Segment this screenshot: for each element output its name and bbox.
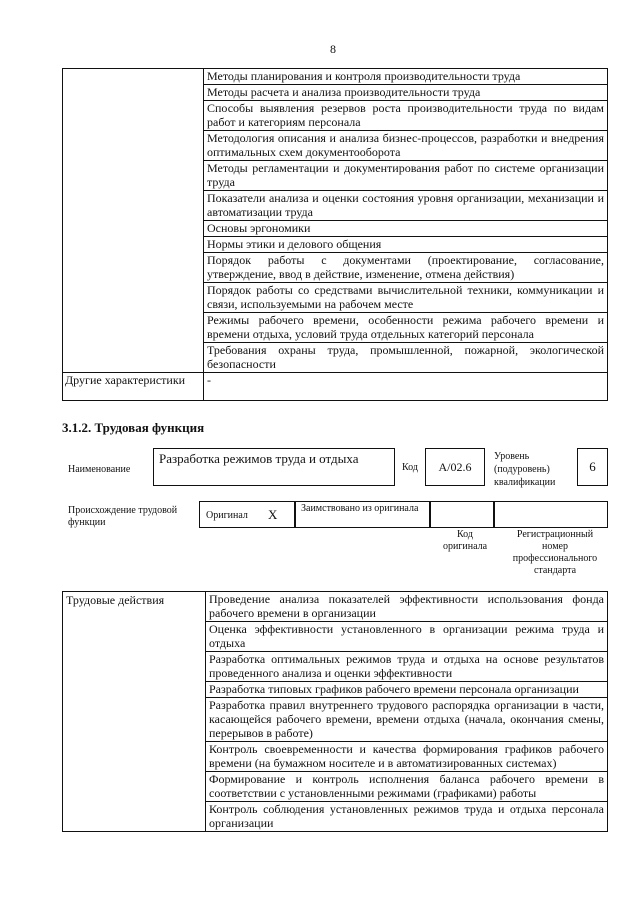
label-cell-empty: [63, 69, 204, 373]
list-item: Контроль соблюдения установленных режимов труда и отдыха персонала организации: [206, 802, 608, 832]
name-value-box: [153, 448, 395, 486]
labor-actions-label: Трудовые действия: [63, 592, 206, 832]
code-original-label: Код оригинала: [442, 529, 488, 552]
list-item: Нормы этики и делового общения: [204, 237, 608, 253]
name-label: Наименование: [68, 464, 131, 475]
list-item: Разработка правил внутреннего трудового распорядка организации в части, касающейся рабочего времени, времени отдыха (начала, окончания смены, перерывов в работе): [206, 698, 608, 742]
table-row: [63, 69, 608, 85]
list-item: Режимы рабочего времени, особенности режима рабочего времени и времени отдыха, условий труда отдельных категорий персонала: [204, 313, 608, 343]
original-box: [199, 501, 295, 528]
list-item: Требования охраны труда, промышленной, пожарной, экологической безопасности: [204, 343, 608, 373]
list-item: Способы выявления резервов роста производительности труда по видам работ и категориям персонала: [204, 101, 608, 131]
list-item: Методы расчета и анализа производительности труда: [204, 85, 608, 101]
page-number: 8: [330, 42, 336, 56]
labor-actions-table: [62, 591, 608, 832]
list-item: Методы планирования и контроля производительности труда: [204, 69, 608, 85]
original-label: Оригинал: [206, 510, 248, 521]
list-item: Порядок работы с документами (проектирование, согласование, утверждение, ввод в действие, изменение, отмена действия): [204, 253, 608, 283]
section-title: 3.1.2. Трудовая функция: [62, 420, 205, 435]
level-value-box: [577, 448, 608, 486]
origin-label: Происхождение трудовой функции: [68, 505, 178, 528]
knowledge-table: [62, 68, 608, 401]
list-item: Разработка типовых графиков рабочего времени персонала организации: [206, 682, 608, 698]
level-label: Уровень (подуровень) квалификации: [494, 451, 556, 488]
code-original-box: [430, 501, 494, 528]
level-value: 6: [589, 459, 596, 474]
name-value: Разработка режимов труда и отдыха: [159, 451, 359, 466]
table-row: [63, 592, 608, 622]
reg-number-box: [494, 501, 608, 528]
list-item: Проведение анализа показателей эффективности использования фонда рабочего времени в организации: [206, 592, 608, 622]
list-item: Разработка оптимальных режимов труда и отдыха на основе результатов проведенного анализа и оценки эффективности: [206, 652, 608, 682]
list-item: Методология описания и анализа бизнес-процессов, разработки и внедрения оптимальных схем документооборота: [204, 131, 608, 161]
list-item: Контроль своевременности и качества формирования графиков рабочего времени (на бумажном носителе и в автоматизированных системах): [206, 742, 608, 772]
other-characteristics-label: Другие характеристики: [63, 373, 204, 401]
list-item: Оценка эффективности установленного в организации режима труда и отдыха: [206, 622, 608, 652]
code-label: Код: [402, 462, 418, 473]
list-item: Порядок работы со средствами вычислительной техники, коммуникации и связи, используемыми на рабочем месте: [204, 283, 608, 313]
list-item: Формирование и контроль исполнения баланса рабочего времени в соответствии с установленными режимами (графиками) работы: [206, 772, 608, 802]
reg-number-label: Регистрационный номер профессионального стандарта: [512, 529, 598, 576]
list-item: Основы эргономики: [204, 221, 608, 237]
borrowed-label: Заимствовано из оригинала: [301, 503, 419, 514]
list-item: Показатели анализа и оценки состояния уровня организации, механизации и автоматизации труда: [204, 191, 608, 221]
code-value-box: [425, 448, 485, 486]
code-value: А/02.6: [438, 460, 472, 474]
table-row: [63, 373, 608, 401]
list-item: Методы регламентации и документирования работ по системе организации труда: [204, 161, 608, 191]
original-mark: X: [268, 507, 278, 522]
borrowed-box: [295, 501, 430, 528]
other-characteristics-value: -: [204, 373, 608, 401]
